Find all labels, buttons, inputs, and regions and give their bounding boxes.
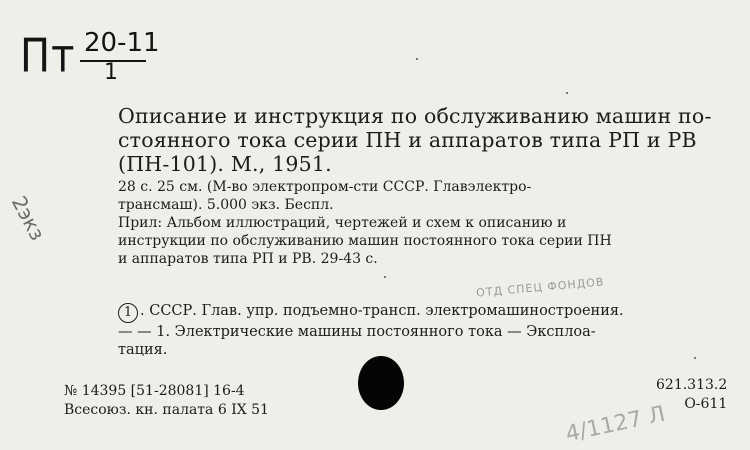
punched-hole [358, 356, 404, 410]
supplement-line: Прил: Альбом иллюстраций, чертежей и схем к описанию и [118, 215, 567, 231]
card-registration [64, 382, 269, 420]
speck [566, 92, 568, 94]
speck [694, 357, 696, 359]
description-line: 28 с. 25 см. (М-во электропром-сти СССР. Главэлектро- [118, 179, 532, 195]
title-line: стоянного тока серии ПН и аппаратов типа РП и РВ [118, 128, 697, 152]
card-title [118, 104, 712, 176]
shelfmark-denominator: 1 [104, 60, 118, 85]
udc-code: 621.313.2 [656, 377, 728, 393]
supplement-line: инструкции по обслуживанию машин постоянного тока серии ПН [118, 233, 612, 249]
supplement-note [118, 214, 612, 268]
speck [416, 58, 418, 60]
handwritten-margin-note: 2экз [6, 192, 50, 245]
title-line: (ПН-101). М., 1951. [118, 152, 332, 176]
subject-number-circle: 1 [118, 303, 138, 323]
subject-line [118, 302, 624, 323]
shelfmark-numerator: 20-11 [84, 28, 160, 58]
publisher-chamber: Всесоюз. кн. палата 6 IX 51 [64, 402, 269, 418]
physical-description [118, 178, 531, 214]
description-line: трансмаш). 5.000 экз. Беспл. [118, 197, 334, 213]
speck [384, 276, 386, 278]
classification-codes [656, 376, 727, 414]
subject-line: тация. [118, 342, 168, 358]
subject-line: — — 1. Электрические машины постоянного тока — Эксплоа- [118, 324, 596, 340]
faint-stamp: ОТД СПЕЦ ФОНДОВ [475, 275, 605, 300]
author-mark: О-611 [684, 396, 728, 412]
shelfmark-prefix: Пт [20, 30, 76, 83]
title-line: Описание и инструкция по обслуживанию машин по- [118, 104, 712, 128]
faint-pencil-mark: 4/1127 Л [563, 401, 668, 448]
registration-number: № 14395 [51-28081] 16-4 [64, 383, 245, 399]
supplement-line: и аппаратов типа РП и РВ. 29-43 с. [118, 251, 378, 267]
subject-line-text: . СССР. Глав. упр. подъемно-трансп. электромашиностроения. [140, 303, 624, 319]
subject-headings [118, 302, 624, 359]
